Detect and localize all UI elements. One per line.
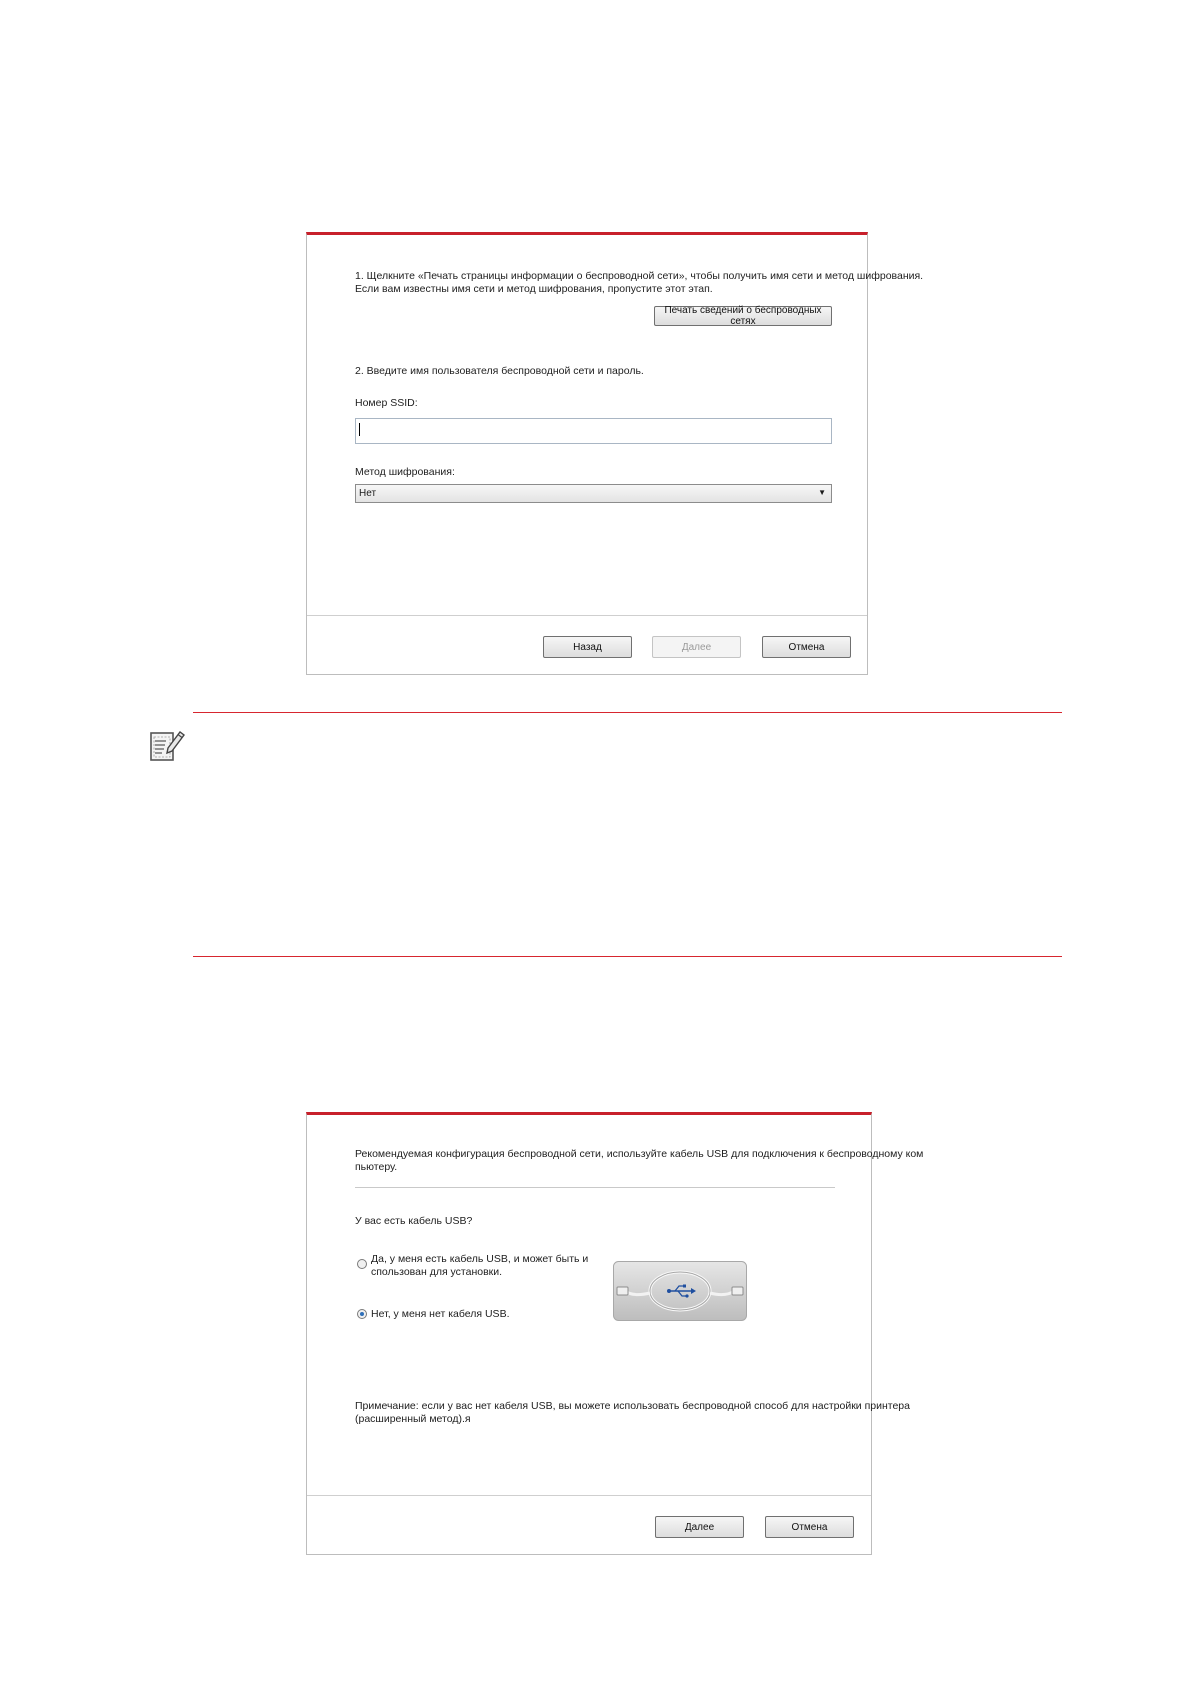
intro-text-line2: пьютеру.	[355, 1161, 398, 1173]
next-button[interactable]: Далее	[655, 1516, 744, 1538]
dialog-footer	[307, 1495, 871, 1554]
note-text-line1: Примечание: если у вас нет кабеля USB, вы можете использовать беспроводной способ для настройки принтера	[355, 1400, 910, 1412]
note-bottom-divider	[193, 956, 1062, 957]
usb-question: У вас есть кабель USB?	[355, 1215, 473, 1227]
option-yes-line2[interactable]: спользован для установки.	[371, 1266, 503, 1278]
wireless-settings-dialog	[306, 232, 924, 675]
usb-cable-image	[613, 1261, 747, 1321]
step1-instruction-line1: 1. Щелкните «Печать страницы информации о беспроводной сети», чтобы получить имя сети и метод шифрования.	[355, 270, 924, 282]
option-no-label[interactable]: Нет, у меня нет кабеля USB.	[371, 1308, 510, 1320]
usb-cable-dialog	[306, 1112, 924, 1555]
radio-no-usb[interactable]	[357, 1309, 367, 1319]
step1-instruction-line2: Если вам известны имя сети и метод шифрования, пропустите этот этап.	[355, 283, 713, 295]
intro-separator	[355, 1187, 835, 1188]
radio-has-usb[interactable]	[357, 1259, 367, 1269]
cancel-button[interactable]: Отмена	[762, 636, 851, 658]
encryption-label: Метод шифрования:	[355, 466, 455, 478]
ssid-input[interactable]	[355, 418, 832, 444]
note-text-line2: (расширенный метод).я	[355, 1413, 471, 1425]
print-wireless-info-button[interactable]: Печать сведений о беспроводных сетях	[654, 306, 832, 326]
text-caret	[359, 423, 360, 436]
back-button[interactable]: Назад	[543, 636, 632, 658]
dialog-footer	[307, 615, 867, 674]
next-button-disabled[interactable]: Далее	[652, 636, 741, 658]
intro-text-line1: Рекомендуемая конфигурация беспроводной сети, используйте кабель USB для подключения к беспроводному ком	[355, 1148, 924, 1160]
ssid-label: Номер SSID:	[355, 397, 418, 409]
note-top-divider	[193, 712, 1062, 713]
cancel-button[interactable]: Отмена	[765, 1516, 854, 1538]
note-icon	[148, 726, 186, 764]
option-yes-line1[interactable]: Да, у меня есть кабель USB, и может быть и	[371, 1253, 589, 1265]
encryption-selected-value: Нет	[359, 488, 377, 499]
dropdown-arrow-icon[interactable]: ▼	[818, 488, 826, 497]
step2-instruction: 2. Введите имя пользователя беспроводной сети и пароль.	[355, 365, 644, 377]
encryption-select[interactable]	[355, 484, 832, 503]
